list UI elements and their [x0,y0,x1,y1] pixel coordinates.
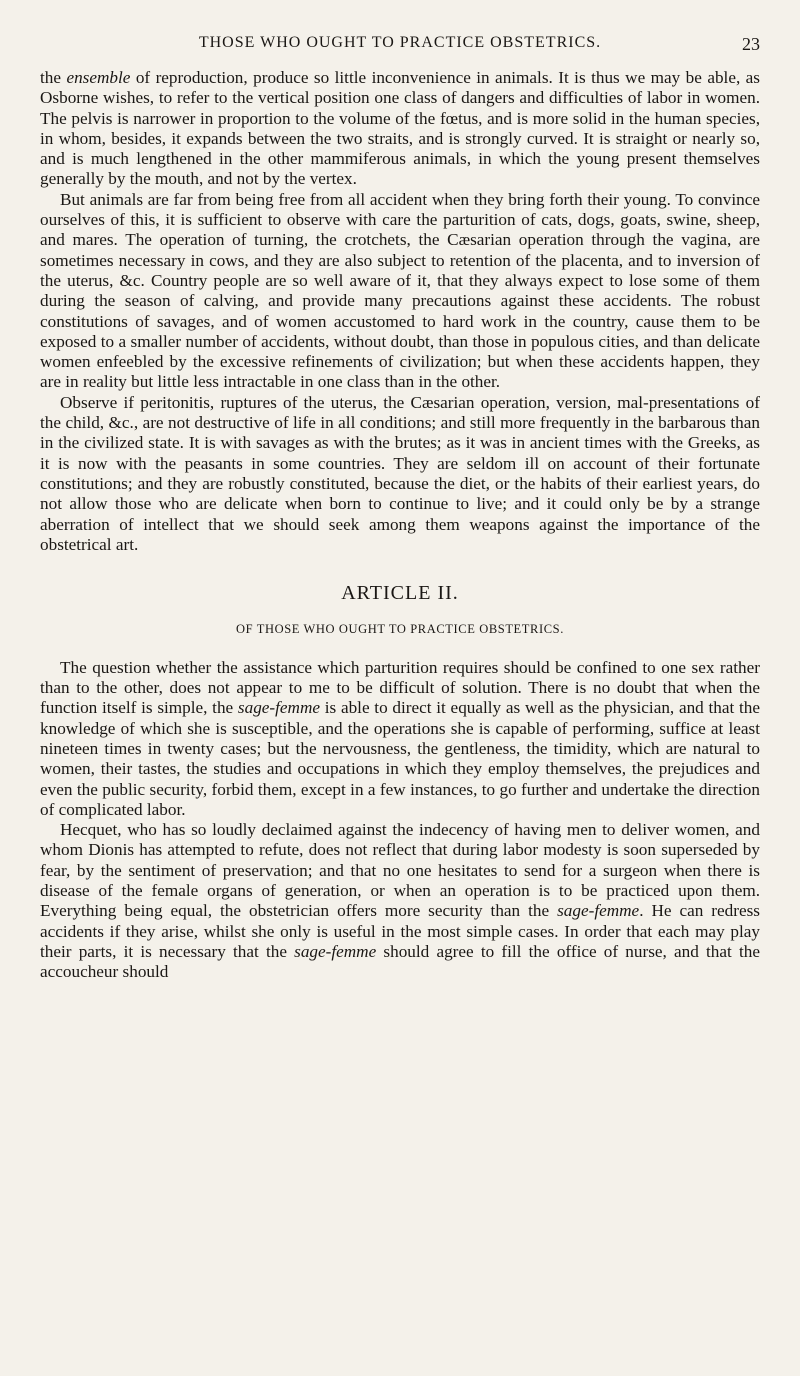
paragraph-text: is able to direct it equally as well as the physician, and that the knowledge of which she is susceptible, and the operations she is capable of performing, suffice at least nineteen times in twenty cases; but the nervousness, the gentleness, the timidity, which are natural to women, their tastes, the studies and occupations in which they employ themselves, the prejudices and even the public security, forbid them, except in a few instances, to go further and undertake the direction of complicated labor. [40,698,761,819]
paragraph-text: of reproduction, produce so little inconvenience in animals. It is thus we may be able, as Osborne wishes, to refer to the vertical position one class of dangers and difficulties of labor in women. The pelvis is narrower in proportion to the volume of the fœtus, and is more solid in the human species, in whom, besides, it expands between the two straits, and is strongly curved. It is straight or nearly so, and is much lengthened in the other mammiferous animals, in which the young present themselves generally by the mouth, and not by the vertex. [40,68,760,189]
article-title: ARTICLE II. [341,582,459,605]
paragraph-2: But animals are far from being free from all accident when they bring forth their young. To convince ourselves of this, it is sufficient to observe with care the parturition of cats, dogs, goats, swine, sheep, and mares. The operation of turning, the crotchets, the Cæsarian operation through the vagina, are sometimes necessary in cows, and they are also subject to retention of the placenta, and to inversion of the uterus, &c. Country people are so well aware of it, that they always expect to lose some of them during the season of calving, and provide many precautions against these accidents. The robust constitutions of savages, and of women accustomed to hard work in the country, cause them to be exposed to a smaller number of accidents, without doubt, than those in populous cities, and than delicate women enfeebled by the excessive refinements of civilization; but when these accidents happen, they are in reality but little less intractable in one class than in the other. [40,189,760,392]
italic-term: sage-femme [294,941,377,961]
italic-term: ensemble [66,68,131,87]
paragraph-text: should agree to fill the office of nurse, and that the accoucheur should [40,941,760,982]
paragraph-4 [40,658,760,820]
page-header [40,34,760,58]
italic-term: sage-femme [557,901,640,921]
running-head: THOSE WHO OUGHT TO PRACTICE OBSTETRICS. [198,34,602,51]
paragraph-1 [40,68,760,190]
page-body [40,68,760,982]
paragraph-text: The question whether the assistance which parturition requires should be confined to one sex rather than to the other, does not appear to me to be difficult of solution. There is no doubt that when the function itself is simple, the [40,657,760,718]
paragraph-text: Hecquet, who has so loudly declaimed against the indecency of having men to deliver women, and whom Dionis has attempted to refute, does not reflect that during labor modesty is soon superseded by fear, by the sentiment of preservation; and that no one hesitates to send for a surgeon when there is disease of the female organs of generation, or when an operation is to be practiced upon them. Everything being equal, the obstetrician offers more security than the [40,820,760,921]
article-subtitle: OF THOSE WHO OUGHT TO PRACTICE OBSTETRICS. [236,622,564,637]
paragraph-5 [40,820,760,982]
page-number: 23 [742,34,760,54]
italic-term: sage-femme [237,698,321,718]
paragraph-text: . He can redress accidents if they arise, whilst she only is useful in the most simple cases. In order that each may play their parts, it is necessary that the [40,901,760,961]
paragraph-text: the [40,68,67,87]
paragraph-3: Observe if peritonitis, ruptures of the uterus, the Cæsarian operation, version, mal-presentations of the child, &c., are not destructive of life in all conditions; and still more frequently in the barbarous than in the civilized state. It is with savages as with the brutes; as it was in ancient times with the Greeks, as it is now with the peasants in some countries. They are seldom ill on account of their fortunate constitutions; and they are robustly constituted, because the diet, or the habits of their earliest years, do not allow those who are delicate when born to continue to live; and it could only be by a strange aberration of intellect that we should seek among them weapons against the importance of the obstetrical art. [40,392,760,554]
